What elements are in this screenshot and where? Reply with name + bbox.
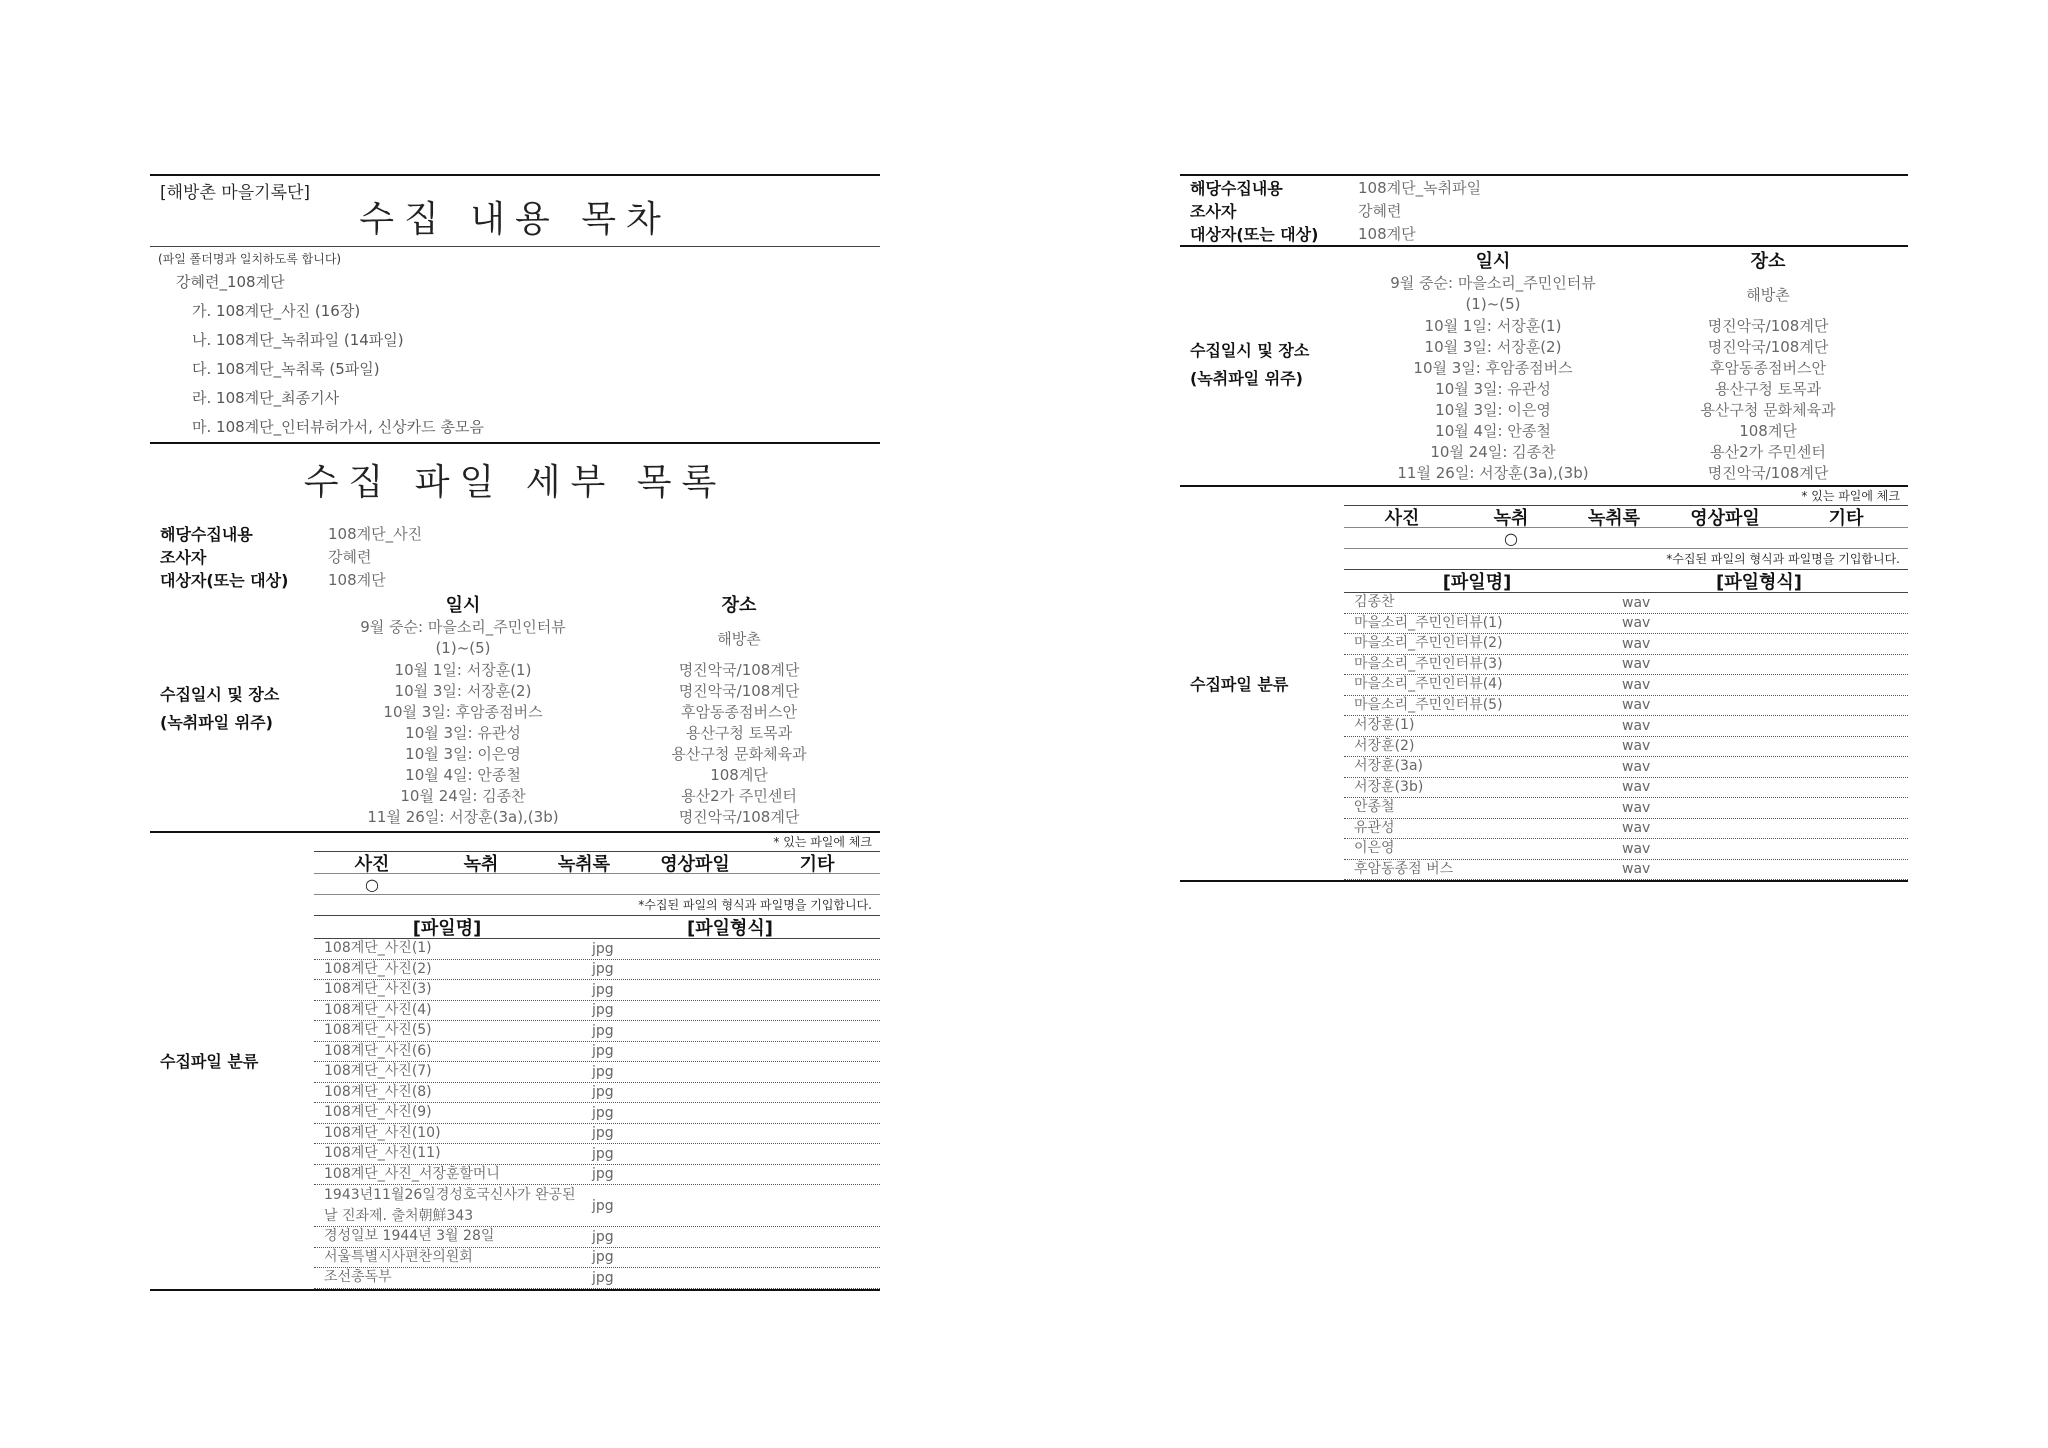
type-label: 영상파일	[1690, 507, 1760, 529]
file-row	[1344, 634, 1908, 655]
type-mark: ○	[1504, 528, 1518, 548]
schedule-table	[1358, 247, 1908, 483]
type-label: 기타	[1828, 507, 1864, 529]
left-page	[150, 174, 880, 1291]
file-row	[314, 1103, 880, 1124]
file-row	[314, 1248, 880, 1269]
file-type: wav	[1622, 697, 1651, 714]
file-name: 108계단_사진(10)	[324, 1124, 441, 1141]
schedule-row	[328, 617, 880, 659]
schedule-place: 명진악국/108계단	[678, 808, 800, 826]
file-row	[1344, 675, 1908, 696]
schedule-date: 10월 1일: 서장훈(1)	[1424, 317, 1562, 335]
content-value: 108계단_사진	[328, 525, 423, 543]
file-type: jpg	[592, 981, 614, 998]
schedule-place: 명진악국/108계단	[1707, 338, 1829, 356]
file-name: 안종철	[1354, 799, 1395, 816]
file-row	[314, 960, 880, 981]
file-type: jpg	[592, 1022, 614, 1039]
target-row	[150, 568, 880, 591]
schedule-row	[328, 806, 880, 827]
schedule-label	[150, 591, 328, 827]
file-row	[314, 1185, 880, 1227]
check-note: * 있는 파일에 체크	[773, 835, 872, 849]
schedule-row	[1358, 273, 1908, 315]
file-name: 마을소리_주민인터뷰(5)	[1354, 696, 1503, 713]
file-type: wav	[1622, 594, 1651, 611]
file-row	[1344, 716, 1908, 737]
file-row	[314, 1144, 880, 1165]
schedule-date: 11월 26일: 서장훈(3a),(3b)	[367, 808, 559, 826]
researcher-value: 강혜련	[328, 548, 372, 566]
file-type: jpg	[592, 1043, 614, 1060]
schedule-place: 후암동종점버스안	[1710, 359, 1826, 377]
file-type: wav	[1622, 779, 1651, 796]
file-row	[1344, 819, 1908, 840]
file-name: 108계단_사진(3)	[324, 981, 432, 998]
files-section	[150, 833, 880, 1289]
bottom-rule	[150, 1289, 880, 1291]
files-section	[1180, 487, 1908, 880]
schedule-date: 10월 3일: 이은영	[1435, 401, 1551, 419]
type-label: 사진	[1384, 507, 1420, 529]
detail-title: 수집 파일 세부 목록	[303, 462, 727, 503]
file-type: jpg	[592, 1197, 614, 1214]
file-type: jpg	[592, 1063, 614, 1080]
researcher-row	[150, 545, 880, 568]
bottom-rule	[1180, 880, 1908, 882]
schedule-date: 10월 3일: 후암종점버스	[1413, 359, 1573, 377]
schedule-row	[1358, 441, 1908, 462]
schedule-label-line1: 수집일시 및 장소	[160, 685, 280, 704]
file-name: 서울특별시사편찬의원회	[324, 1248, 473, 1265]
content-label: 해당수집내용	[160, 525, 253, 544]
file-name: 108계단_사진(7)	[324, 1063, 432, 1080]
toc-item: 라. 108계단_최종기사	[192, 389, 340, 407]
file-name: 108계단_사진(2)	[324, 960, 432, 977]
file-name: 서장훈(2)	[1354, 737, 1415, 754]
schedule-place: 명진악국/108계단	[1707, 464, 1829, 482]
file-type: wav	[1622, 615, 1651, 632]
file-type: jpg	[592, 1249, 614, 1266]
target-label: 대상자(또는 대상)	[1190, 225, 1319, 244]
file-name: 마을소리_주민인터뷰(4)	[1354, 676, 1503, 693]
file-name: 108계단_사진(8)	[324, 1083, 432, 1100]
file-row	[314, 1062, 880, 1083]
file-row	[314, 1268, 880, 1289]
schedule-date	[328, 617, 598, 659]
schedule-place: 용산구청 토목과	[1714, 380, 1822, 398]
schedule-date: 10월 4일: 안종철	[405, 766, 521, 784]
schedule-date-line2: (1)~(5)	[1465, 295, 1521, 313]
schedule-date: 10월 4일: 안종철	[1435, 422, 1551, 440]
type-label: 사진	[354, 853, 390, 875]
target-value: 108계단	[1358, 225, 1416, 243]
target-value: 108계단	[328, 571, 386, 589]
file-type: wav	[1622, 758, 1651, 775]
file-type: jpg	[592, 1125, 614, 1142]
file-type: wav	[1622, 820, 1651, 837]
schedule-place: 명진악국/108계단	[678, 661, 800, 679]
schedule-row	[328, 743, 880, 764]
schedule-table	[328, 591, 880, 827]
schedule-row	[1358, 462, 1908, 483]
schedule-date: 10월 24일: 김종찬	[400, 787, 526, 805]
file-type-header: [파일형식]	[686, 918, 773, 939]
right-page	[1180, 174, 1908, 882]
schedule-row	[328, 659, 880, 680]
schedule-date: 10월 3일: 이은영	[405, 745, 521, 763]
type-header	[1344, 505, 1908, 527]
check-note: * 있는 파일에 체크	[1801, 489, 1900, 503]
schedule-date: 10월 3일: 유관성	[405, 724, 521, 742]
file-name: 108계단_사진(9)	[324, 1104, 432, 1121]
content-label: 해당수집내용	[1190, 179, 1283, 198]
file-type: wav	[1622, 676, 1651, 693]
schedule-header	[328, 591, 880, 617]
target-row	[1180, 222, 1908, 245]
schedule-place: 용산2가 주민센터	[1710, 443, 1826, 461]
schedule-rows	[328, 659, 880, 827]
file-row	[1344, 839, 1908, 860]
org-name: [해방촌 마을기록단]	[160, 183, 311, 203]
file-type: jpg	[592, 961, 614, 978]
form-note: *수집된 파일의 형식과 파일명을 기입합니다.	[1666, 552, 1900, 566]
toc-note: (파일 폴더명과 일치하도록 합니다)	[158, 252, 342, 266]
file-name: 108계단_사진_서장훈할머니	[324, 1165, 500, 1182]
date-header: 일시	[1475, 251, 1511, 272]
schedule-row	[328, 680, 880, 701]
file-row	[1344, 696, 1908, 717]
file-type: wav	[1622, 656, 1651, 673]
file-name: 108계단_사진(1)	[324, 940, 432, 957]
target-label: 대상자(또는 대상)	[160, 571, 289, 590]
files-table	[1344, 487, 1908, 880]
schedule-row	[1358, 420, 1908, 441]
place-header: 장소	[1750, 251, 1786, 272]
file-row	[1344, 614, 1908, 635]
file-name: 서장훈(3a)	[1354, 758, 1423, 775]
file-name: 후암동종점 버스	[1354, 860, 1454, 877]
files-label: 수집파일 분류	[1190, 675, 1289, 694]
toc-item: 가. 108계단_사진 (16장)	[192, 302, 361, 320]
type-label: 기타	[799, 853, 835, 875]
file-row	[314, 1227, 880, 1248]
file-type: wav	[1622, 799, 1651, 816]
date-header: 일시	[445, 595, 481, 616]
schedule-row	[1358, 378, 1908, 399]
file-row	[314, 939, 880, 960]
schedule-section	[1180, 247, 1908, 483]
file-name: 108계단_사진(11)	[324, 1145, 441, 1162]
file-row	[314, 1083, 880, 1104]
schedule-place: 용산구청 토목과	[685, 724, 793, 742]
file-type: wav	[1622, 861, 1651, 878]
file-name: 108계단_사진(5)	[324, 1022, 432, 1039]
schedule-row	[328, 722, 880, 743]
file-type: jpg	[592, 1002, 614, 1019]
type-label: 영상파일	[660, 853, 730, 875]
researcher-row	[1180, 199, 1908, 222]
file-name: 108계단_사진(6)	[324, 1042, 432, 1059]
schedule-place: 용산구청 문화체육과	[1700, 401, 1836, 419]
schedule-place: 후암동종점버스안	[681, 703, 797, 721]
schedule-label	[1180, 247, 1358, 483]
file-list	[314, 939, 880, 1289]
file-row	[1344, 798, 1908, 819]
content-value: 108계단_녹취파일	[1358, 179, 1482, 197]
file-name: 조선총독부	[324, 1269, 392, 1286]
file-row	[314, 1021, 880, 1042]
schedule-date: 10월 3일: 서장훈(2)	[394, 682, 532, 700]
schedule-place: 용산2가 주민센터	[681, 787, 797, 805]
schedule-label-line2: (녹취파일 위주)	[1190, 369, 1303, 388]
file-type: jpg	[592, 1145, 614, 1162]
place-header: 장소	[721, 595, 757, 616]
type-label: 녹취	[1493, 507, 1529, 529]
form-note: *수집된 파일의 형식과 파일명을 기입합니다.	[638, 898, 872, 912]
file-row	[314, 1165, 880, 1186]
file-name: 유관성	[1354, 819, 1395, 836]
schedule-date: 11월 26일: 서장훈(3a),(3b)	[1397, 464, 1589, 482]
file-name-header: [파일명]	[412, 918, 482, 939]
type-mark: ○	[365, 874, 379, 894]
file-name: 마을소리_주민인터뷰(2)	[1354, 635, 1503, 652]
type-header	[314, 851, 880, 873]
schedule-place: 해방촌	[717, 629, 761, 648]
schedule-date: 10월 3일: 후암종점버스	[383, 703, 543, 721]
file-row	[1344, 737, 1908, 758]
file-type: wav	[1622, 738, 1651, 755]
schedule-date-line1: 9월 중순: 마을소리_주민인터뷰	[360, 618, 566, 636]
file-name: 108계단_사진(4)	[324, 1001, 432, 1018]
researcher-label: 조사자	[1190, 202, 1237, 221]
content-row	[1180, 176, 1908, 199]
file-name: 경성일보 1944년 3월 28일	[324, 1228, 495, 1245]
file-type-header: [파일형식]	[1715, 572, 1802, 593]
schedule-rows	[1358, 315, 1908, 483]
schedule-place: 명진악국/108계단	[1707, 317, 1829, 335]
file-type: jpg	[592, 1084, 614, 1101]
schedule-row	[1358, 357, 1908, 378]
schedule-date-line1: 9월 중순: 마을소리_주민인터뷰	[1390, 274, 1596, 292]
schedule-place: 108계단	[1739, 422, 1797, 440]
schedule-row	[1358, 399, 1908, 420]
file-row	[1344, 593, 1908, 614]
file-row	[1344, 778, 1908, 799]
file-name: 김종찬	[1354, 594, 1395, 611]
researcher-label: 조사자	[160, 548, 207, 567]
type-label: 녹취	[463, 853, 499, 875]
schedule-place: 108계단	[710, 766, 768, 784]
file-name-header: [파일명]	[1442, 572, 1512, 593]
schedule-header	[1358, 247, 1908, 273]
schedule-date: 10월 3일: 서장훈(2)	[1424, 338, 1562, 356]
toc-item: 마. 108계단_인터뷰허가서, 신상카드 총모음	[192, 418, 484, 436]
researcher-value: 강혜련	[1358, 202, 1402, 220]
schedule-section	[150, 591, 880, 827]
schedule-row	[1358, 336, 1908, 357]
file-type: wav	[1622, 635, 1651, 652]
type-marks	[1344, 527, 1908, 549]
file-type: jpg	[592, 1228, 614, 1245]
file-type: jpg	[592, 940, 614, 957]
schedule-date-line2: (1)~(5)	[435, 639, 491, 657]
file-row	[1344, 860, 1908, 881]
file-name: 마을소리_주민인터뷰(3)	[1354, 655, 1503, 672]
schedule-row	[328, 785, 880, 806]
schedule-place: 명진악국/108계단	[678, 682, 800, 700]
file-name: 이은영	[1354, 840, 1395, 857]
file-row	[1344, 757, 1908, 778]
schedule-date	[1358, 273, 1628, 315]
schedule-date: 10월 3일: 유관성	[1435, 380, 1551, 398]
file-name: 서장훈(1)	[1354, 717, 1415, 734]
schedule-row	[328, 701, 880, 722]
files-table	[314, 833, 880, 1289]
file-type: jpg	[592, 1166, 614, 1183]
schedule-row	[1358, 315, 1908, 336]
file-name: 마을소리_주민인터뷰(1)	[1354, 614, 1503, 631]
file-name: 서장훈(3b)	[1354, 778, 1424, 795]
file-header	[314, 915, 880, 939]
file-type: wav	[1622, 840, 1651, 857]
schedule-row	[328, 764, 880, 785]
file-type: wav	[1622, 717, 1651, 734]
schedule-label-line1: 수집일시 및 장소	[1190, 341, 1310, 360]
file-row	[314, 1042, 880, 1063]
file-row	[314, 1124, 880, 1145]
file-type: jpg	[592, 1269, 614, 1286]
files-label: 수집파일 분류	[160, 1052, 259, 1072]
schedule-place: 용산구청 문화체육과	[671, 745, 807, 763]
content-row	[150, 522, 880, 545]
toc-item: 다. 108계단_녹취록 (5파일)	[192, 360, 380, 378]
type-label: 녹취록	[557, 853, 611, 875]
schedule-label-line2: (녹취파일 위주)	[160, 713, 273, 732]
toc-title: 수집 내용 목차	[359, 199, 671, 240]
file-row	[1344, 655, 1908, 676]
file-list	[1344, 593, 1908, 880]
file-type: jpg	[592, 1104, 614, 1121]
schedule-place: 해방촌	[1746, 285, 1790, 304]
toc-root: 강혜련_108계단	[176, 273, 285, 291]
schedule-date: 10월 1일: 서장훈(1)	[394, 661, 532, 679]
type-label: 녹취록	[1587, 507, 1641, 529]
file-row	[314, 1001, 880, 1022]
toc-list	[150, 297, 880, 442]
file-header	[1344, 569, 1908, 593]
schedule-date: 10월 24일: 김종찬	[1430, 443, 1556, 461]
file-name: 1943년11월26일경성호국신사가 완공된날 진좌제. 출처朝鮮343	[324, 1186, 576, 1224]
toc-item: 나. 108계단_녹취파일 (14파일)	[192, 331, 404, 349]
type-marks	[314, 873, 880, 895]
file-row	[314, 980, 880, 1001]
